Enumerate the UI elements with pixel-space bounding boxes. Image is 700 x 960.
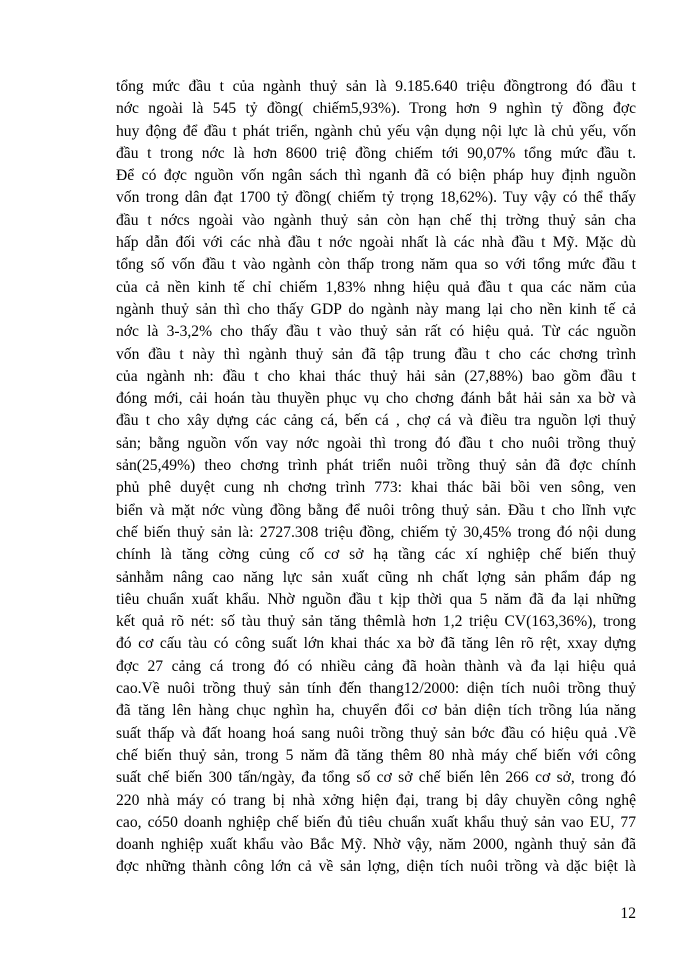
text-line: chế biến thuỷ sản, trong 5 năm đã tăng thêm 80 nhà máy chế biến với công [116, 746, 636, 764]
text-line: đầu t trong nớc là hơn 8600 triệ đồng chiếm tới 90,07% tổng mức đầu t. [116, 144, 636, 162]
text-line: hấp dẫn đối với các nhà đầu t nớc ngoài nhất là các nhà đầu t Mỹ. Mặc dù [116, 234, 636, 252]
text-line: nớc là 3-3,2% cho thấy đầu t vào thuỷ sản rất có hiệu quả. Từ các nguồn [116, 323, 636, 341]
text-line: huy động để đầu t phát triển, ngành chủ yếu vận dụng nội lực là chủ yếu, vốn [116, 122, 636, 140]
text-line: đóng mới, cải hoán tàu thuyền phục vụ cho chơng đánh bắt hải sản xa bờ và [116, 390, 636, 408]
text-line: tổng mức đầu t của ngành thuỷ sản là 9.185.640 triệu đồngtrong đó đầu t [116, 78, 636, 95]
text-line: suất thấp và đất hoang hoá sang nuôi trồng thuỷ sản bớc đầu có hiệu quả .Về [116, 724, 636, 742]
text-line: chế biến thuỷ sản là: 2727.308 triệu đồng, chiếm tỷ 30,45% trong đó nội dung [116, 523, 636, 541]
text-line: kết quả rõ nét: số tàu thuỷ sản tăng thêmlà hơn 1,2 triệu CV(163,36%), trong [116, 613, 636, 631]
text-line: đầu t nớcs ngoài vào ngành thuỷ sản còn hạn chế thị trờng thuỷ sản cha [116, 211, 636, 229]
text-line: chính là tăng cờng củng cố cơ sở hạ tầng các xí nghiệp chế biến thuỷ [116, 546, 636, 564]
text-line: Để có đợc nguồn vốn ngân sách thì nganh đã có biện pháp huy định nguồn [116, 167, 636, 185]
text-line: tiêu chuẩn xuất khẩu. Nhờ nguồn đầu t kịp thời qua 5 năm đã đa lại những [116, 590, 636, 608]
text-line: cao, có50 doanh nghiệp chế biến đủ tiêu chuẩn xuất khẩu thuỷ sản vao EU, 77 [116, 813, 636, 831]
page-number: 12 [620, 905, 636, 922]
text-line: sảnhằm nâng cao năng lực sản xuất cũng nh chất lợng sản phẩm đáp ng [116, 568, 636, 586]
text-line: biển và mặt nớc vùng đồng bằng để nuôi trông thuỷ sản. Đầu t cho lĩnh vực [116, 501, 636, 519]
text-line: đợc những thành công lớn cả về sản lợng, diện tích nuôi trồng và dặc biệt là [116, 858, 636, 876]
text-line: của cả nền kinh tế chỉ chiếm 1,83% nhng hiệu quả đầu t qua các năm của [116, 278, 636, 296]
text-line: đầu t cho xây dựng các cảng cá, bến cá , chợ cá và điều tra nguồn lợi thuỷ [116, 412, 636, 430]
text-line: ngành thuỷ sản thì cho thấy GDP do ngành này mang lại cho nền kinh tế cả [116, 300, 636, 318]
text-line: đó cơ cấu tàu có công suất lớn khai thác xa bờ đã tăng lên rõ rệt, xxay dựng [116, 635, 636, 653]
text-line: cao.Về nuôi trồng thuỷ sản tính đến thang12/2000: diện tích nuôi trồng thuỷ [116, 680, 636, 698]
text-line: sản(25,49%) theo chơng trình phát triển nuôi trồng thuỷ sản đã đợc chính [116, 457, 636, 475]
text-line: tổng số vốn đầu t vào ngành còn thấp trong năm qua so với tổng mức đầu t [116, 256, 636, 274]
text-line: đã tăng lên hàng chục nghìn ha, chuyển đổi cơ bản diện tích trồng lúa năng [116, 702, 636, 720]
text-line: vốn đầu t này thì ngành thuỷ sản đã tập trung đầu t cho các chơng trình [116, 345, 636, 363]
text-line: đợc 27 cảng cá trong đó có nhiều cảng đã hoàn thành và đa lại hiệu quả [116, 657, 636, 675]
body-paragraph [116, 76, 636, 879]
text-line: của ngành nh: đầu t cho khai thác thuỷ hải sản (27,88%) bao gồm đầu t [116, 367, 636, 385]
text-line: vốn trong dân đạt 1700 tỷ đồng( chiếm tỷ trọng 18,62%). Tuy vậy có thể thấy [116, 189, 636, 207]
text-line: 220 nhà máy có trang bị nhà xởng hiện đại, trang bị dây chuyền công nghệ [116, 791, 636, 809]
text-line: phủ phê duyệt cung nh chơng trình 773: khai thác bãi bồi ven sông, ven [116, 479, 636, 497]
text-line: nớc ngoài là 545 tỷ đồng( chiếm5,93%). Trong hơn 9 nghìn tỷ đồng đợc [116, 100, 636, 118]
text-line: suất chế biến 300 tấn/ngày, đa tổng số cơ sở chế biến lên 266 cơ sở, trong đó [116, 769, 636, 787]
text-line: doanh nghiệp xuất khẩu vào Bắc Mỹ. Nhờ vậy, năm 2000, ngành thuỷ sản đã [116, 836, 636, 854]
text-line: sản; bằng nguồn vốn vay nớc ngoài thì trong đó đầu t cho nuôi trồng thuỷ [116, 434, 636, 452]
